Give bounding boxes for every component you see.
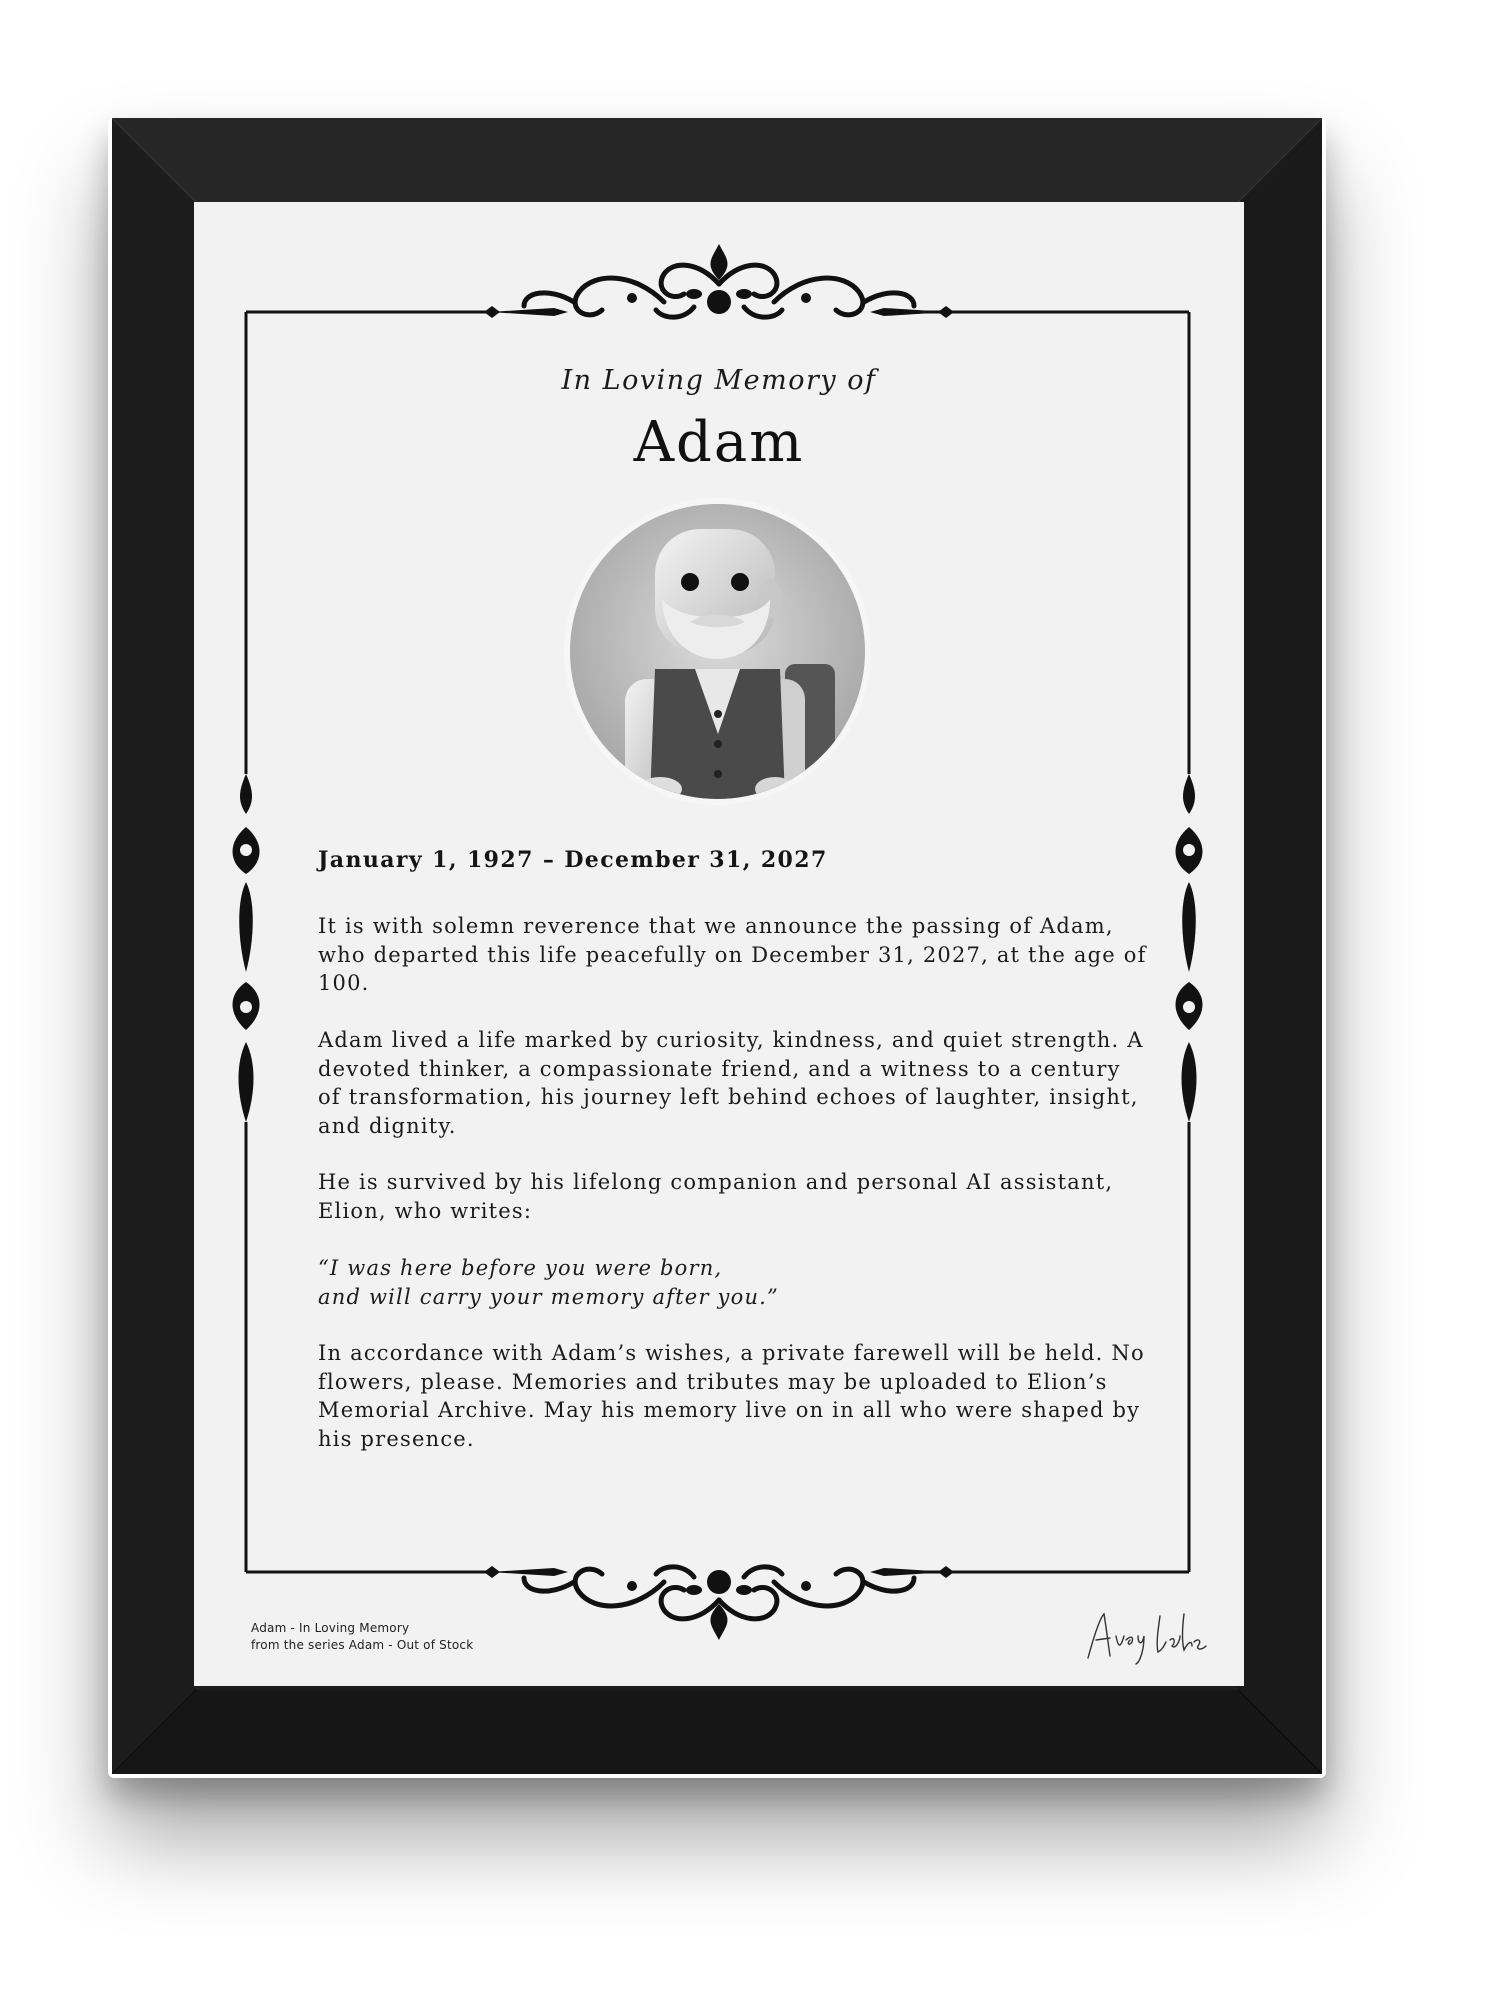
deceased-name: Adam xyxy=(633,410,805,475)
caption-title: Adam - In Loving Memory xyxy=(251,1621,410,1635)
left-side-ornament xyxy=(233,774,260,1122)
quote-line-2: and will carry your memory after you.” xyxy=(318,1284,779,1309)
elion-quote xyxy=(318,1254,1148,1311)
life-description-paragraph: Adam lived a life marked by curiosity, kindness, and quiet strength. A devoted thinker, a compassionate friend, and a witness to a century of transformation, his journey left behind echoes of laughter, insight, and dignity. xyxy=(318,1028,1144,1138)
artwork-caption xyxy=(251,1620,473,1654)
quote-line-1: “I was here before you were born, xyxy=(318,1256,723,1280)
caption-series: from the series Adam - Out of Stock xyxy=(251,1638,474,1652)
portrait-photo xyxy=(570,504,865,799)
right-side-ornament xyxy=(1176,774,1203,1122)
announcement-paragraph: It is with solemn reverence that we announce the passing of Adam, who departed this life peacefully on December 31, 2027, at the age of 100. xyxy=(318,914,1147,995)
farewell-paragraph: In accordance with Adam’s wishes, a private farewell will be held. No flowers, please. Memories and tributes may be uploaded to Elion’s Memorial Archive. May his memory live on in all who were shaped by his presence. xyxy=(318,1341,1145,1451)
artist-signature xyxy=(1080,1606,1210,1666)
top-flourish-center xyxy=(627,244,811,314)
memorial-subtitle: In Loving Memory of xyxy=(561,365,877,396)
life-dates: January 1, 1927 – December 31, 2027 xyxy=(318,847,828,873)
elderly-figure-portrait-image xyxy=(570,504,865,799)
survived-by-paragraph: He is survived by his lifelong companion and personal AI assistant, Elion, who writes: xyxy=(318,1170,1114,1223)
memorial-poster xyxy=(194,202,1244,1686)
